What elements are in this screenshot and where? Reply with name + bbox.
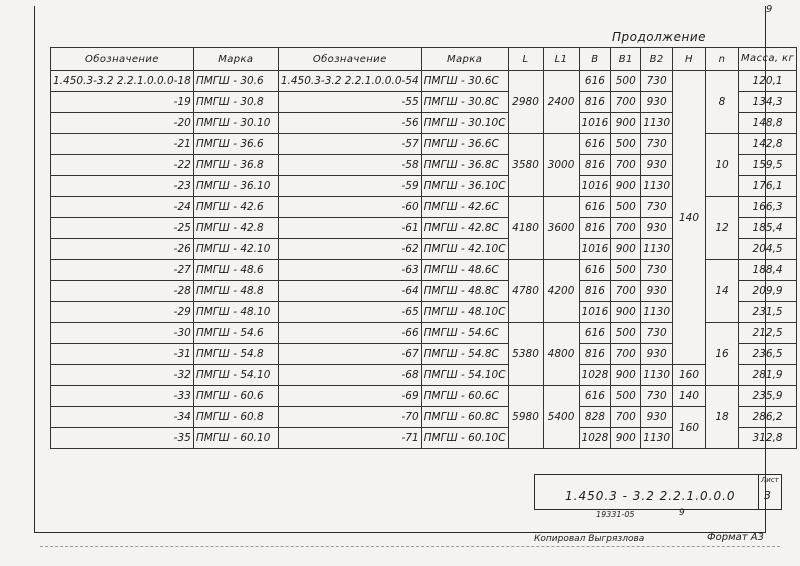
width-B2-cell: 1130 xyxy=(641,365,673,386)
document-code: 1.450.3 - 3.2 2.2.1.0.0.0 xyxy=(565,489,736,503)
width-B-cell: 816 xyxy=(579,155,611,176)
width-B1-cell: 900 xyxy=(611,365,641,386)
count-n-cell: 8 xyxy=(706,71,739,134)
header-L1: L1 xyxy=(543,48,579,71)
length-L-cell: 3580 xyxy=(508,134,543,197)
mark-cell: ПМГШ - 48.10С xyxy=(421,302,508,323)
mark-cell: ПМГШ - 30.8 xyxy=(193,92,278,113)
header-B2: B2 xyxy=(641,48,673,71)
designation-cell: 1.450.3-3.2 2.2.1.0.0.0-54 xyxy=(278,71,421,92)
mass-cell: 120,1 xyxy=(739,71,797,92)
mass-cell: 176,1 xyxy=(739,176,797,197)
mark-cell: ПМГШ - 54.8С xyxy=(421,344,508,365)
designation-cell: -29 xyxy=(51,302,194,323)
width-B-cell: 616 xyxy=(579,71,611,92)
width-B-cell: 1016 xyxy=(579,176,611,197)
width-B-cell: 616 xyxy=(579,386,611,407)
mass-cell: 281,9 xyxy=(739,365,797,386)
designation-cell: -67 xyxy=(278,344,421,365)
mark-cell: ПМГШ - 54.8 xyxy=(193,344,278,365)
mark-cell: ПМГШ - 42.6 xyxy=(193,197,278,218)
designation-cell: -62 xyxy=(278,239,421,260)
mark-cell: ПМГШ - 36.8 xyxy=(193,155,278,176)
sheet-label: Лист xyxy=(761,476,779,484)
designation-cell: -20 xyxy=(51,113,194,134)
mark-cell: ПМГШ - 48.6 xyxy=(193,260,278,281)
width-B1-cell: 500 xyxy=(611,323,641,344)
width-B1-cell: 900 xyxy=(611,302,641,323)
designation-cell: -61 xyxy=(278,218,421,239)
mass-cell: 235,9 xyxy=(739,386,797,407)
mark-cell: ПМГШ - 54.6 xyxy=(193,323,278,344)
mark-cell: ПМГШ - 42.8С xyxy=(421,218,508,239)
designation-cell: -58 xyxy=(278,155,421,176)
designation-cell: -59 xyxy=(278,176,421,197)
header-designation-2: Обозначение xyxy=(278,48,421,71)
designation-cell: -69 xyxy=(278,386,421,407)
header-H: H xyxy=(673,48,706,71)
width-B2-cell: 730 xyxy=(641,134,673,155)
width-B1-cell: 700 xyxy=(611,218,641,239)
mass-cell: 231,5 xyxy=(739,302,797,323)
mark-cell: ПМГШ - 36.6 xyxy=(193,134,278,155)
mark-cell: ПМГШ - 60.8С xyxy=(421,407,508,428)
mark-cell: ПМГШ - 30.10С xyxy=(421,113,508,134)
header-B1: B1 xyxy=(611,48,641,71)
designation-cell: -28 xyxy=(51,281,194,302)
width-B2-cell: 730 xyxy=(641,260,673,281)
width-B-cell: 616 xyxy=(579,197,611,218)
height-H-cell: 160 xyxy=(673,407,706,449)
length-L1-cell: 3600 xyxy=(543,197,579,260)
width-B-cell: 1028 xyxy=(579,365,611,386)
mass-cell: 204,5 xyxy=(739,239,797,260)
continuation-label: Продолжение xyxy=(612,30,707,44)
header-mass: Масса, кг xyxy=(739,48,797,71)
length-L-cell: 5380 xyxy=(508,323,543,386)
length-L-cell: 4180 xyxy=(508,197,543,260)
table-row xyxy=(51,71,797,92)
width-B1-cell: 500 xyxy=(611,134,641,155)
mass-cell: 134,3 xyxy=(739,92,797,113)
width-B-cell: 1016 xyxy=(579,113,611,134)
length-L1-cell: 4200 xyxy=(543,260,579,323)
mark-cell: ПМГШ - 54.10 xyxy=(193,365,278,386)
width-B1-cell: 500 xyxy=(611,197,641,218)
width-B1-cell: 700 xyxy=(611,281,641,302)
archive-sheet-number: 9 xyxy=(679,508,685,518)
height-H-cell: 160 xyxy=(673,365,706,386)
designation-cell: -26 xyxy=(51,239,194,260)
mark-cell: ПМГШ - 42.10С xyxy=(421,239,508,260)
mark-cell: ПМГШ - 48.8С xyxy=(421,281,508,302)
width-B1-cell: 500 xyxy=(611,260,641,281)
width-B-cell: 1016 xyxy=(579,239,611,260)
width-B1-cell: 700 xyxy=(611,407,641,428)
copied-by: Копировал Выгрязлова xyxy=(534,534,645,544)
width-B-cell: 816 xyxy=(579,218,611,239)
length-L-cell: 4780 xyxy=(508,260,543,323)
width-B1-cell: 900 xyxy=(611,428,641,449)
designation-cell: 1.450.3-3.2 2.2.1.0.0.0-18 xyxy=(51,71,194,92)
designation-cell: -35 xyxy=(51,428,194,449)
width-B1-cell: 900 xyxy=(611,176,641,197)
designation-cell: -22 xyxy=(51,155,194,176)
mark-cell: ПМГШ - 48.10 xyxy=(193,302,278,323)
designation-cell: -71 xyxy=(278,428,421,449)
sheet-number-box xyxy=(758,474,782,510)
width-B-cell: 816 xyxy=(579,344,611,365)
width-B-cell: 616 xyxy=(579,260,611,281)
mass-cell: 142,8 xyxy=(739,134,797,155)
designation-cell: -31 xyxy=(51,344,194,365)
mass-cell: 312,8 xyxy=(739,428,797,449)
table-row xyxy=(51,407,797,428)
sheet-format: Формат А3 xyxy=(707,532,764,543)
width-B2-cell: 930 xyxy=(641,218,673,239)
height-H-cell: 140 xyxy=(673,71,706,365)
width-B-cell: 1016 xyxy=(579,302,611,323)
length-L1-cell: 2400 xyxy=(543,71,579,134)
designation-cell: -55 xyxy=(278,92,421,113)
archive-number: 19331-05 xyxy=(596,510,635,519)
mark-cell: ПМГШ - 36.10С xyxy=(421,176,508,197)
mark-cell: ПМГШ - 36.8С xyxy=(421,155,508,176)
width-B2-cell: 1130 xyxy=(641,302,673,323)
mass-cell: 209,9 xyxy=(739,281,797,302)
mark-cell: ПМГШ - 30.8С xyxy=(421,92,508,113)
width-B1-cell: 900 xyxy=(611,239,641,260)
designation-cell: -30 xyxy=(51,323,194,344)
height-H-cell: 140 xyxy=(673,386,706,407)
mass-cell: 159,5 xyxy=(739,155,797,176)
mark-cell: ПМГШ - 60.10С xyxy=(421,428,508,449)
width-B2-cell: 1130 xyxy=(641,176,673,197)
width-B2-cell: 730 xyxy=(641,323,673,344)
mass-cell: 212,5 xyxy=(739,323,797,344)
length-L1-cell: 3000 xyxy=(543,134,579,197)
width-B2-cell: 730 xyxy=(641,197,673,218)
table-row xyxy=(51,386,797,407)
mark-cell: ПМГШ - 42.10 xyxy=(193,239,278,260)
designation-cell: -23 xyxy=(51,176,194,197)
mark-cell: ПМГШ - 48.6С xyxy=(421,260,508,281)
mark-cell: ПМГШ - 30.6С xyxy=(421,71,508,92)
designation-cell: -60 xyxy=(278,197,421,218)
designation-cell: -64 xyxy=(278,281,421,302)
header-n: n xyxy=(706,48,739,71)
title-block-code xyxy=(534,474,758,510)
mark-cell: ПМГШ - 54.10С xyxy=(421,365,508,386)
designation-cell: -24 xyxy=(51,197,194,218)
designation-cell: -32 xyxy=(51,365,194,386)
length-L1-cell: 5400 xyxy=(543,386,579,449)
header-designation-1: Обозначение xyxy=(51,48,194,71)
width-B1-cell: 500 xyxy=(611,71,641,92)
mass-cell: 236,5 xyxy=(739,344,797,365)
mark-cell: ПМГШ - 30.6 xyxy=(193,71,278,92)
width-B2-cell: 930 xyxy=(641,155,673,176)
specification-table xyxy=(50,47,797,449)
header-mark-1: Марка xyxy=(193,48,278,71)
mass-cell: 166,3 xyxy=(739,197,797,218)
mass-cell: 286,2 xyxy=(739,407,797,428)
width-B1-cell: 700 xyxy=(611,155,641,176)
designation-cell: -34 xyxy=(51,407,194,428)
count-n-cell: 16 xyxy=(706,323,739,386)
width-B1-cell: 900 xyxy=(611,113,641,134)
designation-cell: -27 xyxy=(51,260,194,281)
width-B-cell: 616 xyxy=(579,323,611,344)
mark-cell: ПМГШ - 60.8 xyxy=(193,407,278,428)
mass-cell: 188,4 xyxy=(739,260,797,281)
width-B2-cell: 730 xyxy=(641,386,673,407)
header-L: L xyxy=(508,48,543,71)
count-n-cell: 10 xyxy=(706,134,739,197)
width-B-cell: 616 xyxy=(579,134,611,155)
designation-cell: -65 xyxy=(278,302,421,323)
width-B2-cell: 930 xyxy=(641,407,673,428)
mark-cell: ПМГШ - 36.6С xyxy=(421,134,508,155)
width-B-cell: 828 xyxy=(579,407,611,428)
length-L-cell: 2980 xyxy=(508,71,543,134)
width-B2-cell: 930 xyxy=(641,92,673,113)
designation-cell: -33 xyxy=(51,386,194,407)
width-B2-cell: 930 xyxy=(641,281,673,302)
width-B2-cell: 1130 xyxy=(641,428,673,449)
table-header-row xyxy=(51,48,797,71)
count-n-cell: 18 xyxy=(706,386,739,449)
designation-cell: -68 xyxy=(278,365,421,386)
designation-cell: -63 xyxy=(278,260,421,281)
mark-cell: ПМГШ - 36.10 xyxy=(193,176,278,197)
mark-cell: ПМГШ - 60.6 xyxy=(193,386,278,407)
width-B1-cell: 700 xyxy=(611,344,641,365)
designation-cell: -66 xyxy=(278,323,421,344)
length-L1-cell: 4800 xyxy=(543,323,579,386)
page-corner-number: 9 xyxy=(766,4,773,15)
table-row xyxy=(51,365,797,386)
width-B2-cell: 1130 xyxy=(641,239,673,260)
designation-cell: -25 xyxy=(51,218,194,239)
header-B: B xyxy=(579,48,611,71)
designation-cell: -57 xyxy=(278,134,421,155)
designation-cell: -70 xyxy=(278,407,421,428)
mark-cell: ПМГШ - 54.6С xyxy=(421,323,508,344)
header-mark-2: Марка xyxy=(421,48,508,71)
length-L-cell: 5980 xyxy=(508,386,543,449)
mark-cell: ПМГШ - 42.6С xyxy=(421,197,508,218)
width-B-cell: 816 xyxy=(579,92,611,113)
count-n-cell: 14 xyxy=(706,260,739,323)
designation-cell: -21 xyxy=(51,134,194,155)
mark-cell: ПМГШ - 60.10 xyxy=(193,428,278,449)
designation-cell: -56 xyxy=(278,113,421,134)
width-B1-cell: 700 xyxy=(611,92,641,113)
mark-cell: ПМГШ - 42.8 xyxy=(193,218,278,239)
designation-cell: -19 xyxy=(51,92,194,113)
width-B-cell: 1028 xyxy=(579,428,611,449)
width-B1-cell: 500 xyxy=(611,386,641,407)
width-B2-cell: 1130 xyxy=(641,113,673,134)
count-n-cell: 12 xyxy=(706,197,739,260)
width-B2-cell: 930 xyxy=(641,344,673,365)
footer-dashed-line xyxy=(40,546,780,547)
mass-cell: 148,8 xyxy=(739,113,797,134)
sheet-number: 3 xyxy=(764,489,771,502)
mass-cell: 185,4 xyxy=(739,218,797,239)
mark-cell: ПМГШ - 30.10 xyxy=(193,113,278,134)
mark-cell: ПМГШ - 60.6С xyxy=(421,386,508,407)
width-B2-cell: 730 xyxy=(641,71,673,92)
mark-cell: ПМГШ - 48.8 xyxy=(193,281,278,302)
width-B-cell: 816 xyxy=(579,281,611,302)
